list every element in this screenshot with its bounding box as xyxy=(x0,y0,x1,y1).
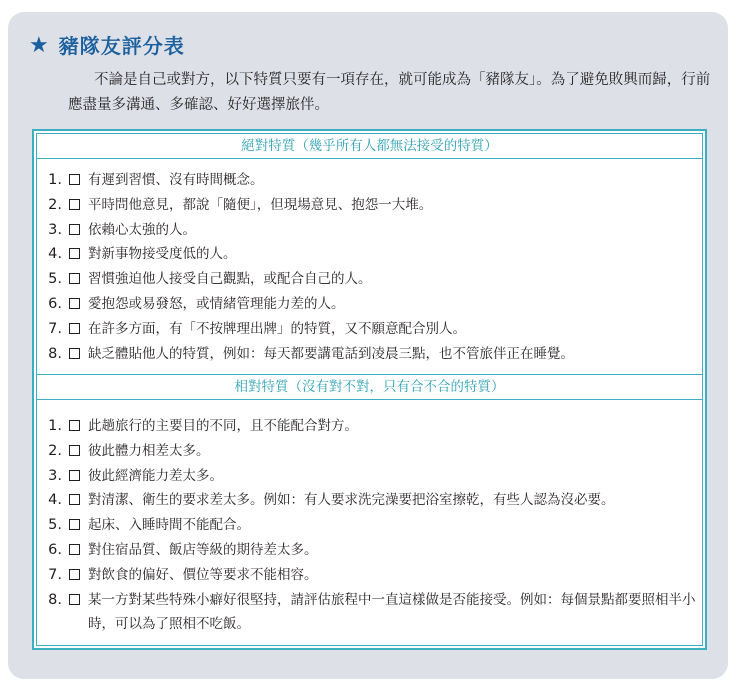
list-item xyxy=(42,488,697,513)
item-text: 平時問他意見，都說「隨便」，但現場意見、抱怨一大堆。 xyxy=(88,196,433,213)
checkbox[interactable] xyxy=(69,224,80,235)
intro-paragraph: 不論是自己或對方，以下特質只要有一項存在，就可能成為「豬隊友」。為了避免敗興而歸，行前應盡量多溝通、多確認、好好選擇旅伴。 xyxy=(68,72,711,113)
checkbox[interactable] xyxy=(69,298,80,309)
item-number: 2. xyxy=(48,442,62,459)
item-number: 3. xyxy=(48,467,62,484)
list-item xyxy=(42,439,697,464)
item-text: 對住宿品質、飯店等級的期待差太多。 xyxy=(88,541,318,558)
checkbox[interactable] xyxy=(69,494,80,505)
title-row xyxy=(29,32,185,60)
item-number: 8. xyxy=(48,345,62,362)
section-heading-absolute: 絕對特質（幾乎所有人都無法接受的特質） xyxy=(37,134,702,159)
checkbox[interactable] xyxy=(69,348,80,359)
item-number: 1. xyxy=(48,172,62,188)
item-number: 4. xyxy=(48,492,62,509)
list-item xyxy=(42,267,697,292)
section-heading-relative: 相對特質（沒有對不對，只有合不合的特質） xyxy=(37,374,702,400)
item-number: 4. xyxy=(48,246,62,263)
item-number: 7. xyxy=(48,320,62,337)
checkbox[interactable] xyxy=(69,199,80,210)
list-item xyxy=(42,218,697,243)
list-item xyxy=(42,513,697,538)
list-item xyxy=(42,588,697,638)
checkbox[interactable] xyxy=(69,470,80,481)
checkbox[interactable] xyxy=(69,323,80,334)
item-text: 彼此體力相差太多。 xyxy=(88,442,210,459)
item-text: 對新事物接受度低的人。 xyxy=(88,246,237,263)
list-item xyxy=(42,168,697,193)
item-number: 8. xyxy=(48,591,62,608)
checkbox[interactable] xyxy=(69,248,80,259)
checkbox[interactable] xyxy=(69,594,80,605)
item-number: 3. xyxy=(48,221,62,238)
absolute-traits-list xyxy=(42,168,697,366)
item-text: 某一方對某些特殊小癖好很堅持，請評估旅程中一直這樣做是否能接受。例如：每個景點都要照相半小時，可以為了照相不吃飯。 xyxy=(88,591,696,633)
item-text: 對清潔、衛生的要求差太多。例如：有人要求洗完澡要把浴室擦乾，有些人認為沒必要。 xyxy=(88,492,615,509)
checkbox[interactable] xyxy=(69,544,80,555)
item-text: 彼此經濟能力差太多。 xyxy=(88,467,223,484)
checkbox[interactable] xyxy=(69,569,80,580)
item-number: 6. xyxy=(48,295,62,312)
list-item xyxy=(42,242,697,267)
checkbox[interactable] xyxy=(69,273,80,284)
checkbox[interactable] xyxy=(69,420,80,431)
relative-traits-list xyxy=(42,414,697,637)
checkbox[interactable] xyxy=(69,519,80,530)
item-text: 對飲食的偏好、價位等要求不能相容。 xyxy=(88,566,318,583)
list-item xyxy=(42,342,697,367)
list-item xyxy=(42,414,697,439)
item-number: 1. xyxy=(48,418,62,434)
item-text: 缺乏體貼他人的特質，例如：每天都要講電話到凌晨三點，也不管旅伴正在睡覺。 xyxy=(88,345,574,362)
list-item xyxy=(42,538,697,563)
checkbox[interactable] xyxy=(69,445,80,456)
list-item xyxy=(42,317,697,342)
checklist-table xyxy=(32,129,707,650)
item-number: 5. xyxy=(48,271,62,288)
item-number: 2. xyxy=(48,196,62,213)
item-text: 習慣強迫他人接受自己觀點，或配合自己的人。 xyxy=(88,271,372,288)
item-text: 愛抱怨或易發怒，或情緒管理能力差的人。 xyxy=(88,295,345,312)
item-text: 有遲到習慣、沒有時間概念。 xyxy=(88,172,264,188)
item-number: 5. xyxy=(48,517,62,534)
list-item xyxy=(42,464,697,489)
item-text: 依賴心太強的人。 xyxy=(88,221,196,238)
star-icon: ★ xyxy=(29,33,49,58)
item-text: 在許多方面，有「不按牌理出牌」的特質，又不願意配合別人。 xyxy=(88,320,466,337)
item-text: 此趟旅行的主要目的不同，且不能配合對方。 xyxy=(88,418,358,434)
item-number: 7. xyxy=(48,566,62,583)
checkbox[interactable] xyxy=(69,174,80,185)
list-item xyxy=(42,563,697,588)
page-title: 豬隊友評分表 xyxy=(58,34,185,58)
item-number: 6. xyxy=(48,541,62,558)
list-item xyxy=(42,292,697,317)
list-item xyxy=(42,193,697,218)
item-text: 起床、入睡時間不能配合。 xyxy=(88,517,250,534)
